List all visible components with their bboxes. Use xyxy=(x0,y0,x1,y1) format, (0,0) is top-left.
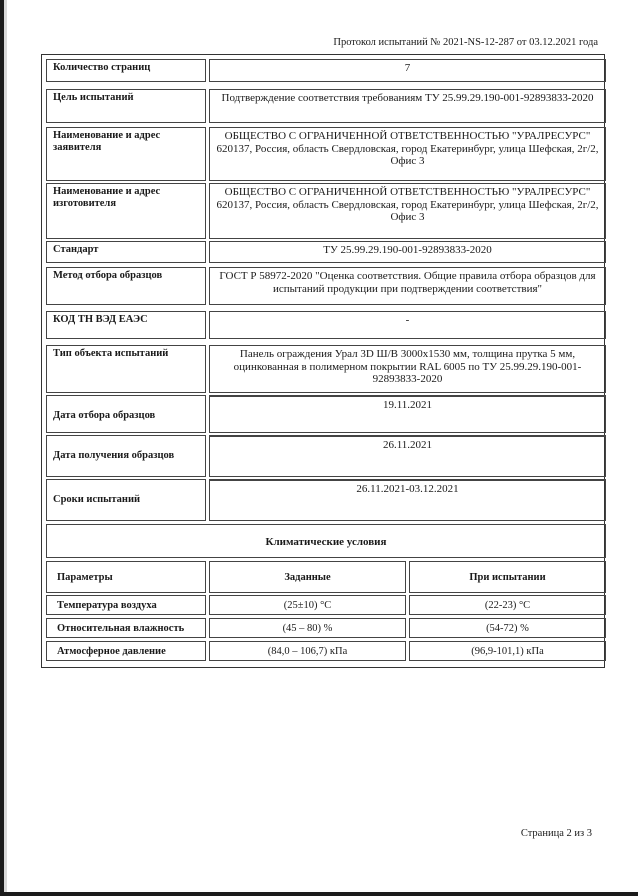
row-value: Подтверждение соответствия требованиям ТУ 25.99.29.190-001-92893833-2020 xyxy=(209,89,606,123)
climate-param-header: Параметры xyxy=(46,561,206,593)
climate-title: Климатические условия xyxy=(46,524,606,558)
row-sampling-method xyxy=(46,267,606,305)
row-value: 19.11.2021 xyxy=(209,395,606,433)
page-number: Страница 2 из 3 xyxy=(520,828,592,839)
climate-actual-header: При испытании xyxy=(409,561,606,593)
row-sampling-date xyxy=(46,395,606,433)
climate-set: (45 – 80) % xyxy=(209,618,406,638)
climate-param: Относительная влажность xyxy=(46,618,206,638)
climate-row-pressure xyxy=(46,641,606,661)
row-tn-ved-code xyxy=(46,311,606,339)
row-value: - xyxy=(209,311,606,339)
climate-row-temperature xyxy=(46,595,606,615)
climate-param: Температура воздуха xyxy=(46,595,206,615)
row-label: Тип объекта испытаний xyxy=(46,345,206,393)
row-label: Наименование и адрес изготовителя xyxy=(46,183,206,239)
climate-header-row xyxy=(46,561,606,593)
row-value: ОБЩЕСТВО С ОГРАНИЧЕННОЙ ОТВЕТСТВЕННОСТЬЮ "УРАЛРЕСУРС" 620137, Россия, область Свердловская, город Екатеринбург, улица Шефская, 2г/2, Офис 3 xyxy=(209,183,606,239)
row-label: Метод отбора образцов xyxy=(46,267,206,305)
row-label: Наименование и адрес заявителя xyxy=(46,127,206,181)
scan-edge-bottom xyxy=(0,892,638,896)
row-test-object xyxy=(46,345,606,393)
row-value: 7 xyxy=(209,59,606,82)
row-purpose xyxy=(46,89,606,123)
row-label: Сроки испытаний xyxy=(46,479,206,521)
row-applicant xyxy=(46,127,606,181)
row-label: Дата отбора образцов xyxy=(46,395,206,433)
scan-edge-shade xyxy=(4,0,7,896)
row-label: Стандарт xyxy=(46,241,206,263)
row-value: Панель ограждения Урал 3D Ш/В 3000х1530 мм, толщина прутка 5 мм, оцинкованная в полимерном покрытии RAL 6005 по ТУ 25.99.29.190-001-92893833-2020 xyxy=(209,345,606,393)
climate-actual: (96,9-101,1) кПа xyxy=(409,641,606,661)
row-value: ОБЩЕСТВО С ОГРАНИЧЕННОЙ ОТВЕТСТВЕННОСТЬЮ "УРАЛРЕСУРС" 620137, Россия, область Свердловская, город Екатеринбург, улица Шефская, 2г/2, Офис 3 xyxy=(209,127,606,181)
row-label: Количество страниц xyxy=(46,59,206,82)
row-page-count xyxy=(46,59,606,82)
climate-actual: (22-23) °С xyxy=(409,595,606,615)
climate-row-humidity xyxy=(46,618,606,638)
row-value: ТУ 25.99.29.190-001-92893833-2020 xyxy=(209,241,606,263)
row-label: Дата получения образцов xyxy=(46,435,206,477)
info-table xyxy=(41,54,605,668)
protocol-header: Протокол испытаний № 2021-NS-12-287 от 03.12.2021 года xyxy=(333,37,598,48)
row-test-period xyxy=(46,479,606,521)
climate-param: Атмосферное давление xyxy=(46,641,206,661)
row-label: КОД ТН ВЭД ЕАЭС xyxy=(46,311,206,339)
row-receipt-date xyxy=(46,435,606,477)
row-value: ГОСТ Р 58972-2020 "Оценка соответствия. Общие правила отбора образцов для испытаний продукции при подтверждении соответствия" xyxy=(209,267,606,305)
climate-set: (84,0 – 106,7) кПа xyxy=(209,641,406,661)
row-value: 26.11.2021-03.12.2021 xyxy=(209,479,606,521)
climate-set-header: Заданные xyxy=(209,561,406,593)
climate-set: (25±10) °С xyxy=(209,595,406,615)
climate-actual: (54-72) % xyxy=(409,618,606,638)
row-standard xyxy=(46,241,606,263)
row-manufacturer xyxy=(46,183,606,239)
row-label: Цель испытаний xyxy=(46,89,206,123)
row-value: 26.11.2021 xyxy=(209,435,606,477)
